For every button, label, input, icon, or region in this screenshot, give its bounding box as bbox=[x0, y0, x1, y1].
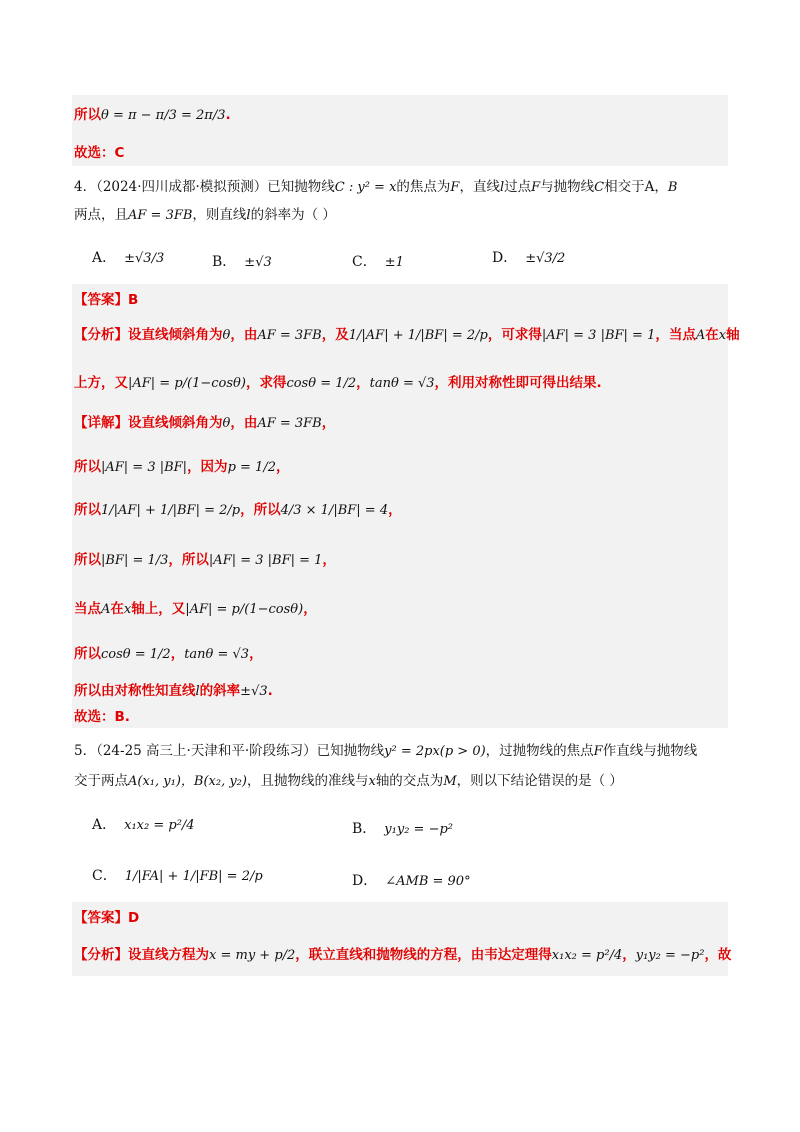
q4-step-2: 所以1/|AF| + 1/|BF| = 2/p，所以4/3 × 1/|BF| = 4， bbox=[74, 502, 402, 518]
q4-step-5: 所以cosθ = 1/2，tanθ = √3， bbox=[74, 646, 263, 662]
q5-analysis-line1: 【分析】设直线方程为x = my + p/2，联立直线和抛物线的方程，由韦达定理得x₁x₂ = p²/4，y₁y₂ = −p²，故 bbox=[74, 947, 732, 963]
q5-stem-line1: 5．（24-25 高三上·天津和平·阶段练习）已知抛物线y² = 2px(p > 0)，过抛物线的焦点F作直线与抛物线 bbox=[74, 743, 698, 759]
q4-step-4: 当点A在x轴上，又|AF| = p/(1−cosθ)， bbox=[74, 601, 317, 617]
q5-option-d[interactable]: D． ∠AMB = 90° bbox=[352, 873, 471, 889]
q4-step-6: 所以由对称性知直线l的斜率±√3. bbox=[74, 683, 273, 699]
q4-option-b[interactable]: B． ±√3 bbox=[212, 254, 272, 270]
q4-detail-line: 【详解】设直线倾斜角为θ，由AF = 3FB， bbox=[74, 415, 336, 431]
q4-answer: 【答案】B bbox=[74, 292, 139, 308]
q5-option-c[interactable]: C． 1/|FA| + 1/|FB| = 2/p bbox=[92, 868, 263, 884]
q4-stem-line2: 两点，且AF = 3FB，则直线l的斜率为（ ） bbox=[74, 207, 336, 223]
select-answer-top: 故选：C bbox=[74, 145, 125, 161]
q4-option-d[interactable]: D． ±√3/2 bbox=[492, 250, 566, 266]
vector-relation: AF = 3FB bbox=[128, 208, 193, 223]
q4-option-c[interactable]: C． ±1 bbox=[352, 254, 404, 270]
q5-stem-line2: 交于两点A(x₁, y₁)，B(x₂, y₂)，且抛物线的准线与x轴的交点为M，则以下结论错误的是（ ） bbox=[74, 773, 623, 789]
q4-select: 故选：B. bbox=[74, 709, 130, 725]
q5-answer: 【答案】D bbox=[74, 910, 140, 926]
q4-analysis-line2: 上方，又|AF| = p/(1−cosθ)，求得cosθ = 1/2，tanθ = √3，利用对称性即可得出结果. bbox=[74, 375, 602, 391]
conclusion-line: 所以θ = π − π/3 = 2π/3. bbox=[74, 107, 231, 123]
q5-option-a[interactable]: A． x₁x₂ = p²/4 bbox=[92, 817, 195, 833]
theta-formula: θ = π − π/3 = 2π/3 bbox=[101, 108, 226, 123]
q4-option-a[interactable]: A． ±√3/3 bbox=[92, 250, 165, 266]
q5-option-b[interactable]: B． y₁y₂ = −p² bbox=[352, 821, 453, 837]
q4-analysis-line1: 【分析】设直线倾斜角为θ，由AF = 3FB，及1/|AF| + 1/|BF| = 2/p，可求得|AF| = 3 |BF| = 1，当点A在x轴 bbox=[74, 327, 740, 343]
q4-stem-line1: 4．（2024·四川成都·模拟预测）已知抛物线C : y² = x的焦点为F，直线l过点F与抛物线C相交于A，B bbox=[74, 179, 678, 195]
q4-step-3: 所以|BF| = 1/3，所以|AF| = 3 |BF| = 1， bbox=[74, 552, 336, 568]
q4-step-1: 所以|AF| = 3 |BF|，因为p = 1/2， bbox=[74, 459, 290, 475]
